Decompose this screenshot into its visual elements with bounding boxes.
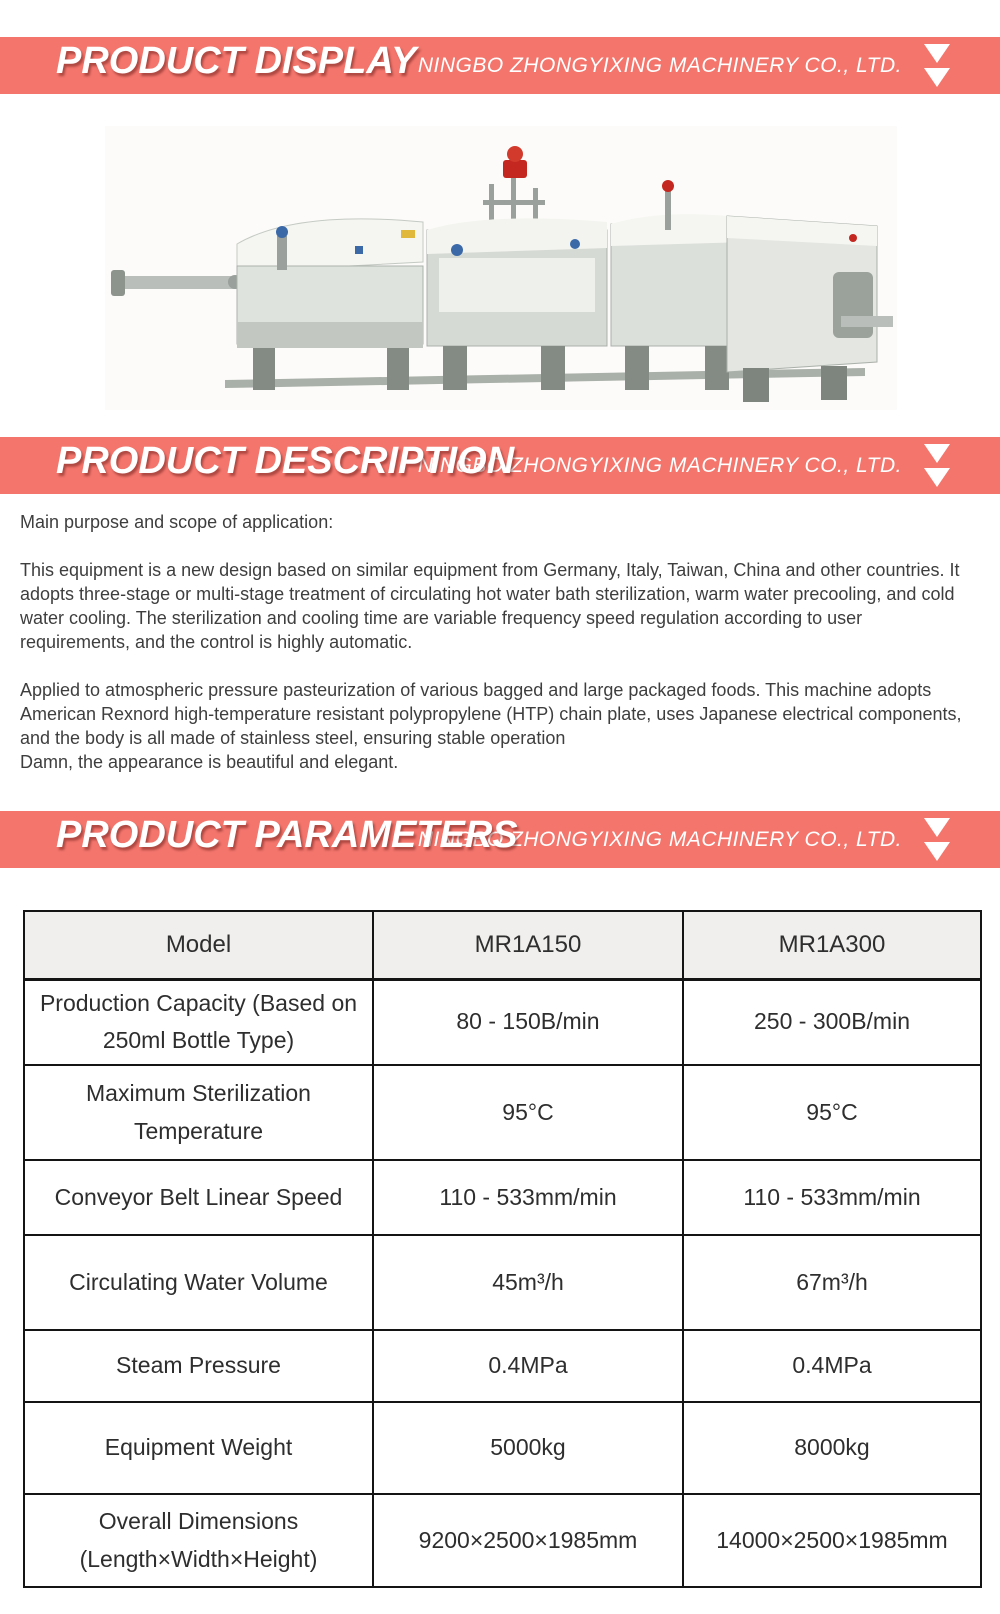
product-image xyxy=(105,126,897,410)
description-intro: Main purpose and scope of application: xyxy=(20,512,334,532)
down-triangle-icon xyxy=(924,68,950,87)
cell-value: 5000kg xyxy=(373,1402,683,1494)
table-row xyxy=(24,1160,981,1235)
company-name: NINGBO ZHONGYIXING MACHINERY CO., LTD. xyxy=(417,53,902,77)
row-label: Circulating Water Volume xyxy=(24,1235,373,1330)
cell-value: 95°C xyxy=(683,1065,981,1160)
table-row xyxy=(24,1402,981,1494)
chevron-double-down-icon xyxy=(924,444,950,487)
row-label: Production Capacity (Based on 250ml Bottle Type) xyxy=(24,979,373,1065)
column-header: MR1A150 xyxy=(373,911,683,979)
table-header-row xyxy=(24,911,981,979)
description-paragraph: This equipment is a new design based on similar equipment from Germany, Italy, Taiwan, China and other countries. It adopts three-stage or multi-stage treatment of circulating hot water bath sterilization, warm water precooling, and cold water cooling. The sterilization and cooling time are variable frequency speed regulation according to user requirements, and the control is highly automatic. xyxy=(20,560,960,652)
cell-value: 0.4MPa xyxy=(683,1330,981,1402)
down-triangle-icon xyxy=(924,818,950,837)
cell-value: 9200×2500×1985mm xyxy=(373,1494,683,1587)
down-triangle-icon xyxy=(924,468,950,487)
section-title: PRODUCT DESCRIPTION xyxy=(10,428,560,496)
description-paragraph: Applied to atmospheric pressure pasteurization of various bagged and large packaged foods. This machine adopts American Rexnord high-temperature resistant polypropylene (HTP) chain plate, uses Japanese electrical components, and the body is all made of stainless steel, ensuring stable operation Damn, the appearance is beautiful and elegant. xyxy=(20,680,962,772)
parameters-table xyxy=(23,910,982,1588)
table-row xyxy=(24,1494,981,1587)
chevron-double-down-icon xyxy=(924,44,950,87)
description-text xyxy=(20,510,968,774)
table-row xyxy=(24,1235,981,1330)
row-label: Overall Dimensions (Length×Width×Height) xyxy=(24,1494,373,1587)
cell-value: 8000kg xyxy=(683,1402,981,1494)
cell-value: 67m³/h xyxy=(683,1235,981,1330)
product-description-banner xyxy=(0,428,1000,500)
company-name: NINGBO ZHONGYIXING MACHINERY CO., LTD. xyxy=(417,827,902,851)
column-header: MR1A300 xyxy=(683,911,981,979)
cell-value: 80 - 150B/min xyxy=(373,979,683,1065)
section-title: PRODUCT PARAMETERS xyxy=(10,802,564,870)
down-triangle-icon xyxy=(924,444,950,463)
product-parameters-banner xyxy=(0,802,1000,874)
row-label: Equipment Weight xyxy=(24,1402,373,1494)
cell-value: 14000×2500×1985mm xyxy=(683,1494,981,1587)
cell-value: 45m³/h xyxy=(373,1235,683,1330)
section-title: PRODUCT DISPLAY xyxy=(10,28,462,96)
company-name: NINGBO ZHONGYIXING MACHINERY CO., LTD. xyxy=(417,453,902,477)
chevron-double-down-icon xyxy=(924,818,950,861)
table-row xyxy=(24,1330,981,1402)
row-label: Steam Pressure xyxy=(24,1330,373,1402)
table-row xyxy=(24,979,981,1065)
row-label: Conveyor Belt Linear Speed xyxy=(24,1160,373,1235)
cell-value: 0.4MPa xyxy=(373,1330,683,1402)
down-triangle-icon xyxy=(924,44,950,63)
down-triangle-icon xyxy=(924,842,950,861)
table-row xyxy=(24,1065,981,1160)
product-display-banner xyxy=(0,28,1000,100)
cell-value: 110 - 533mm/min xyxy=(683,1160,981,1235)
cell-value: 110 - 533mm/min xyxy=(373,1160,683,1235)
column-header: Model xyxy=(24,911,373,979)
row-label: Maximum Sterilization Temperature xyxy=(24,1065,373,1160)
machine-illustration xyxy=(105,126,897,410)
cell-value: 250 - 300B/min xyxy=(683,979,981,1065)
cell-value: 95°C xyxy=(373,1065,683,1160)
